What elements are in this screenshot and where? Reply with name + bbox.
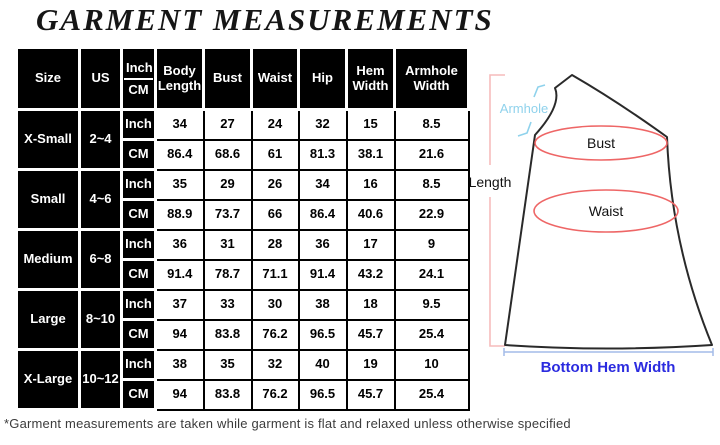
bust-label: Bust (586, 135, 616, 151)
value-cell: 37 (156, 290, 204, 320)
header-row (17, 48, 469, 110)
unit-cell: Inch (122, 110, 156, 140)
value-cell: 40 (299, 350, 347, 380)
us-cell: 4~6 (80, 170, 122, 230)
table-row (17, 290, 469, 320)
value-cell: 8.5 (395, 170, 469, 200)
header-unit-cm: CM (128, 81, 149, 97)
unit-cell: Inch (122, 230, 156, 260)
value-cell: 91.4 (156, 260, 204, 290)
value-cell: 18 (347, 290, 395, 320)
value-cell: 32 (299, 110, 347, 140)
header-armhole-width: Armhole Width (395, 48, 469, 110)
value-cell: 45.7 (347, 320, 395, 350)
header-us: US (80, 48, 122, 110)
value-cell: 83.8 (204, 380, 252, 410)
size-cell: Medium (17, 230, 80, 290)
table-row (17, 110, 469, 140)
header-body-length: Body Length (156, 48, 204, 110)
value-cell: 38 (299, 290, 347, 320)
value-cell: 71.1 (252, 260, 299, 290)
value-cell: 36 (156, 230, 204, 260)
value-cell: 8.5 (395, 110, 469, 140)
header-size: Size (17, 48, 80, 110)
armhole-tick-bottom-icon (518, 122, 531, 136)
value-cell: 25.4 (395, 380, 469, 410)
footnote: *Garment measurements are taken while garment is flat and relaxed unless otherwise specified (4, 416, 571, 431)
unit-cell: CM (122, 260, 156, 290)
us-cell: 6~8 (80, 230, 122, 290)
value-cell: 83.8 (204, 320, 252, 350)
unit-cell: CM (122, 320, 156, 350)
value-cell: 76.2 (252, 380, 299, 410)
value-cell: 45.7 (347, 380, 395, 410)
value-cell: 96.5 (299, 320, 347, 350)
value-cell: 31 (204, 230, 252, 260)
table-row (17, 170, 469, 200)
value-cell: 91.4 (299, 260, 347, 290)
size-cell: Small (17, 170, 80, 230)
value-cell: 66 (252, 200, 299, 230)
unit-cell: Inch (122, 350, 156, 380)
value-cell: 35 (156, 170, 204, 200)
size-cell: Large (17, 290, 80, 350)
value-cell: 94 (156, 380, 204, 410)
unit-cell: CM (122, 200, 156, 230)
value-cell: 33 (204, 290, 252, 320)
value-cell: 30 (252, 290, 299, 320)
value-cell: 26 (252, 170, 299, 200)
header-hem-width: Hem Width (347, 48, 395, 110)
unit-cell: Inch (122, 290, 156, 320)
unit-cell: CM (122, 140, 156, 170)
value-cell: 22.9 (395, 200, 469, 230)
value-cell: 34 (156, 110, 204, 140)
value-cell: 21.6 (395, 140, 469, 170)
value-cell: 96.5 (299, 380, 347, 410)
table-row (17, 350, 469, 380)
value-cell: 61 (252, 140, 299, 170)
value-cell: 32 (252, 350, 299, 380)
value-cell: 43.2 (347, 260, 395, 290)
header-bust: Bust (204, 48, 252, 110)
us-cell: 10~12 (80, 350, 122, 410)
armhole-tick-top-icon (534, 85, 545, 97)
value-cell: 27 (204, 110, 252, 140)
unit-cell: Inch (122, 170, 156, 200)
length-label: Length (468, 174, 512, 190)
value-cell: 94 (156, 320, 204, 350)
value-cell: 78.7 (204, 260, 252, 290)
value-cell: 68.6 (204, 140, 252, 170)
value-cell: 10 (395, 350, 469, 380)
garment-measurements-table (15, 46, 470, 411)
bottom-hem-width-label: Bottom Hem Width (540, 359, 676, 376)
value-cell: 28 (252, 230, 299, 260)
size-cell: X-Large (17, 350, 80, 410)
value-cell: 15 (347, 110, 395, 140)
value-cell: 9.5 (395, 290, 469, 320)
value-cell: 17 (347, 230, 395, 260)
garment-diagram (465, 45, 720, 393)
value-cell: 38.1 (347, 140, 395, 170)
value-cell: 36 (299, 230, 347, 260)
value-cell: 86.4 (156, 140, 204, 170)
value-cell: 25.4 (395, 320, 469, 350)
value-cell: 81.3 (299, 140, 347, 170)
value-cell: 19 (347, 350, 395, 380)
table-row (17, 230, 469, 260)
page-title: GARMENT MEASUREMENTS (36, 2, 494, 37)
value-cell: 24 (252, 110, 299, 140)
value-cell: 24.1 (395, 260, 469, 290)
header-waist: Waist (252, 48, 299, 110)
header-hip: Hip (299, 48, 347, 110)
value-cell: 88.9 (156, 200, 204, 230)
value-cell: 76.2 (252, 320, 299, 350)
value-cell: 29 (204, 170, 252, 200)
us-cell: 2~4 (80, 110, 122, 170)
value-cell: 9 (395, 230, 469, 260)
value-cell: 38 (156, 350, 204, 380)
value-cell: 16 (347, 170, 395, 200)
us-cell: 8~10 (80, 290, 122, 350)
value-cell: 73.7 (204, 200, 252, 230)
waist-label: Waist (588, 203, 624, 219)
header-unit-inch: Inch (124, 60, 153, 80)
armhole-label: Armhole (499, 101, 549, 116)
size-cell: X-Small (17, 110, 80, 170)
value-cell: 34 (299, 170, 347, 200)
header-unit (122, 48, 156, 110)
value-cell: 35 (204, 350, 252, 380)
value-cell: 40.6 (347, 200, 395, 230)
unit-cell: CM (122, 380, 156, 410)
value-cell: 86.4 (299, 200, 347, 230)
